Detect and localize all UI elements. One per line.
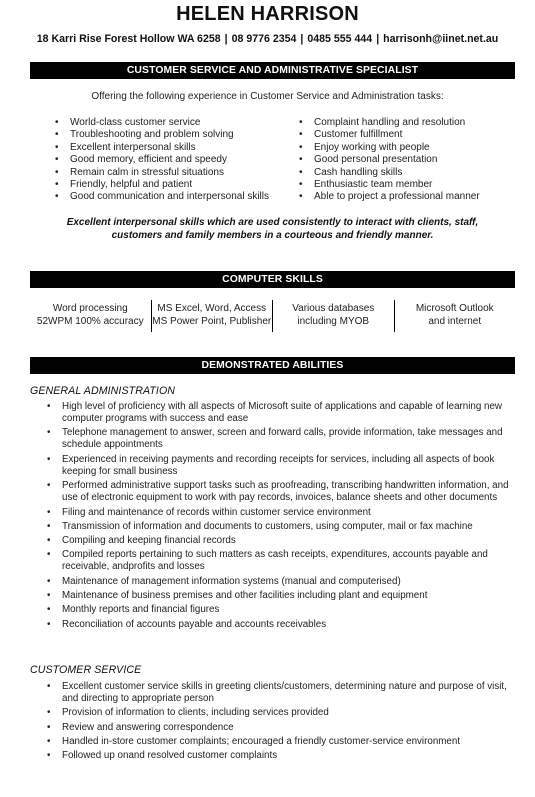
list-item: • Excellent customer service skills in greeting clients/customers, determining nature and purpose of visit, and directing to appropriate person bbox=[47, 681, 515, 705]
strengths-list-right bbox=[299, 117, 480, 204]
list-item: • Performed administrative support tasks such as proofreading, transcribing handwritten information, and use of electronic equipment to work with pay records, invoices, balance sheets and other documents bbox=[47, 480, 515, 504]
list-item: • Review and answering correspondence bbox=[47, 722, 515, 734]
list-item: • Handled in-store customer complaints; encouraged a friendly customer-service environment bbox=[47, 736, 515, 748]
profile-heading-bar: CUSTOMER SERVICE AND ADMINISTRATIVE SPECIALIST bbox=[30, 62, 515, 79]
list-item: • Experienced in receiving payments and recording receipts for services, including all aspects of book keeping for small business bbox=[47, 454, 515, 478]
computer-skills-row bbox=[30, 300, 515, 332]
statement-line-2: customers and family members in a courteous and friendly manner. bbox=[111, 230, 434, 241]
customer-service-heading: CUSTOMER SERVICE bbox=[30, 664, 142, 676]
phone-mobile: 0485 555 444 bbox=[307, 33, 373, 45]
skill-line: Microsoft Outlook bbox=[415, 303, 494, 314]
list-item: • Telephone management to answer, screen and forward calls, provide information, take messages and schedule appointments bbox=[47, 427, 515, 451]
skill-line: Various databases bbox=[292, 303, 375, 314]
list-item: • Provision of information to clients, including services provided bbox=[47, 707, 515, 719]
skill-cell bbox=[394, 300, 516, 332]
strengths-list-left bbox=[55, 117, 269, 204]
list-item: • Filing and maintenance of records within customer service environment bbox=[47, 507, 515, 519]
list-item: • Excellent interpersonal skills bbox=[55, 142, 269, 154]
skill-line: MS Power Point, Publisher bbox=[152, 316, 272, 327]
list-item: • Compiled reports pertaining to such matters as cash receipts, expenditures, accounts payable and receivable, andprofits and losses bbox=[47, 549, 515, 573]
list-item: • Friendly, helpful and patient bbox=[55, 179, 269, 191]
skill-line: including MYOB bbox=[297, 316, 370, 327]
list-item: • Maintenance of business premises and other facilities including plant and equipment bbox=[47, 590, 515, 602]
computer-skills-heading-bar: COMPUTER SKILLS bbox=[30, 271, 515, 288]
list-item: • High level of proficiency with all aspects of Microsoft suite of applications and capable of learning new computer programs with success and ease bbox=[47, 401, 515, 425]
list-item: • Enthusiastic team member bbox=[299, 179, 480, 191]
skill-line: 52WPM 100% accuracy bbox=[36, 316, 144, 327]
skill-line: MS Excel, Word, Access bbox=[157, 303, 267, 314]
general-administration-heading: GENERAL ADMINISTRATION bbox=[30, 385, 176, 397]
skill-line: Word processing bbox=[52, 303, 128, 314]
contact-separator: | bbox=[300, 33, 304, 45]
contact-separator: | bbox=[224, 33, 228, 45]
address: 18 Karri Rise Forest Hollow WA 6258 bbox=[36, 33, 221, 45]
interpersonal-statement bbox=[30, 216, 515, 242]
list-item: • Cash handling skills bbox=[299, 167, 480, 179]
list-item: • Maintenance of management information systems (manual and computerised) bbox=[47, 576, 515, 588]
abilities-heading-bar: DEMONSTRATED ABILITIES bbox=[30, 357, 515, 374]
profile-intro: Offering the following experience in Customer Service and Administration tasks: bbox=[91, 91, 444, 102]
general-administration-list bbox=[47, 401, 515, 633]
phone-landline: 08 9776 2354 bbox=[231, 33, 297, 45]
customer-service-list bbox=[47, 681, 515, 765]
email-address: harrisonh@iinet.net.au bbox=[383, 33, 499, 45]
list-item: • Troubleshooting and problem solving bbox=[55, 129, 269, 141]
list-item: • Customer fulfillment bbox=[299, 129, 480, 141]
list-item: • Good memory, efficient and speedy bbox=[55, 154, 269, 166]
list-item: • World-class customer service bbox=[55, 117, 269, 129]
list-item: • Transmission of information and documents to customers, using computer, mail or fax machine bbox=[47, 521, 515, 533]
list-item: • Complaint handling and resolution bbox=[299, 117, 480, 129]
list-item: • Good communication and interpersonal skills bbox=[55, 191, 269, 203]
list-item: • Remain calm in stressful situations bbox=[55, 167, 269, 179]
list-item: • Enjoy working with people bbox=[299, 142, 480, 154]
list-item: • Followed up onand resolved customer complaints bbox=[47, 750, 515, 762]
contact-separator: | bbox=[376, 33, 380, 45]
list-item: • Reconciliation of accounts payable and accounts receivables bbox=[47, 619, 515, 631]
list-item: • Compiling and keeping financial records bbox=[47, 535, 515, 547]
list-item: • Able to project a professional manner bbox=[299, 191, 480, 203]
skill-line: and internet bbox=[428, 316, 482, 327]
applicant-name: HELEN HARRISON bbox=[176, 3, 359, 25]
list-item: • Monthly reports and financial figures bbox=[47, 604, 515, 616]
contact-line bbox=[0, 33, 535, 45]
skill-cell bbox=[272, 300, 394, 332]
statement-line-1: Excellent interpersonal skills which are used consistently to interact with clients, staff, bbox=[66, 217, 479, 228]
list-item: • Good personal presentation bbox=[299, 154, 480, 166]
skill-cell bbox=[30, 300, 151, 332]
skill-cell bbox=[151, 300, 273, 332]
